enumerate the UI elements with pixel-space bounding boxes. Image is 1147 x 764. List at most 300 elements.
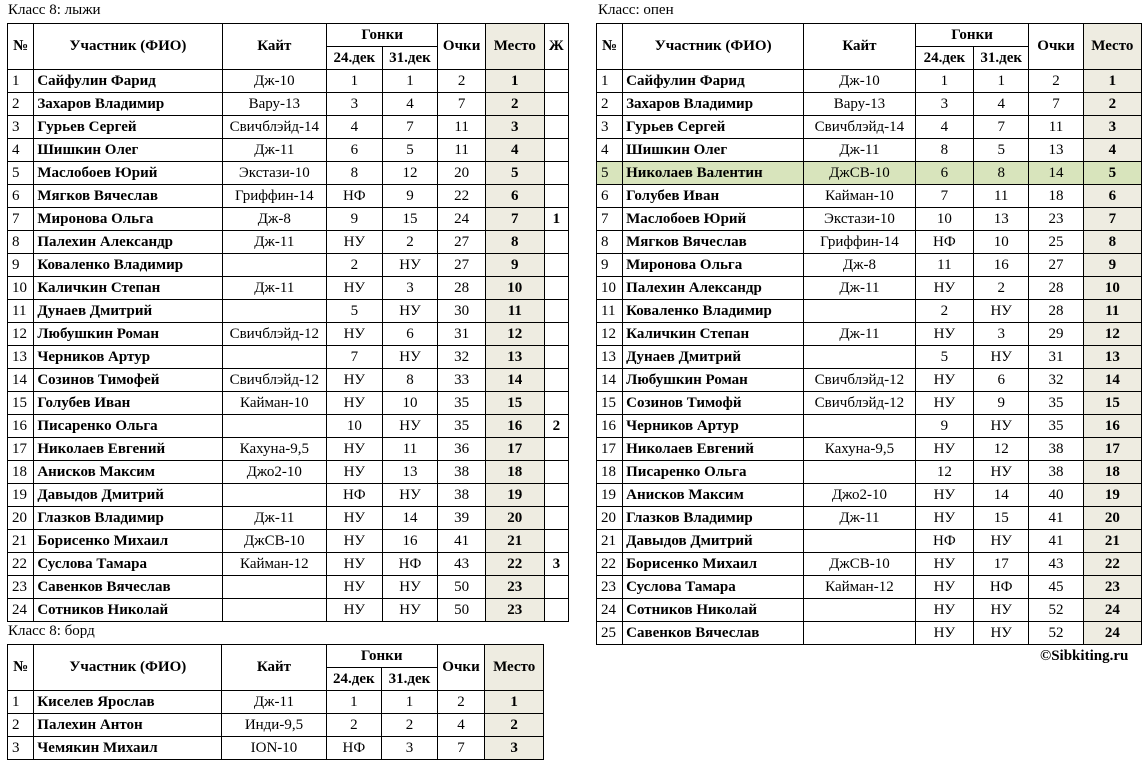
cell-num: 6 — [597, 185, 623, 208]
cell-race-2: 8 — [382, 369, 438, 392]
cell-num: 15 — [597, 392, 623, 415]
table-row — [8, 93, 569, 116]
cell-kite: Свичблэйд-12 — [222, 323, 326, 346]
cell-points: 13 — [1029, 139, 1083, 162]
table-row — [597, 70, 1142, 93]
cell-points: 35 — [1029, 415, 1083, 438]
copyright-credit: ©Sibkiting.ru — [1040, 648, 1129, 664]
cell-place: 23 — [1083, 576, 1141, 599]
cell-num: 3 — [8, 116, 34, 139]
cell-race-2: НФ — [382, 553, 438, 576]
cell-women: 3 — [544, 553, 568, 576]
cell-num: 25 — [597, 622, 623, 645]
cell-name: Николаев Евгений — [623, 438, 804, 461]
cell-name: Созинов Тимофей — [34, 369, 222, 392]
header-name: Участник (ФИО) — [623, 24, 804, 70]
cell-num: 5 — [597, 162, 623, 185]
cell-points: 38 — [1029, 438, 1083, 461]
cell-points: 39 — [438, 507, 486, 530]
cell-race-1: 8 — [915, 139, 973, 162]
cell-points: 38 — [1029, 461, 1083, 484]
cell-points: 52 — [1029, 599, 1083, 622]
cell-race-2: 1 — [382, 70, 438, 93]
header-races: Гонки — [915, 24, 1029, 47]
cell-name: Голубев Иван — [34, 392, 222, 415]
cell-num: 4 — [597, 139, 623, 162]
cell-race-2: НУ — [382, 415, 438, 438]
cell-points: 32 — [438, 346, 486, 369]
table-row — [8, 300, 569, 323]
cell-kite: Дж-11 — [222, 139, 326, 162]
cell-race-1: 1 — [326, 70, 382, 93]
cell-race-1: НФ — [326, 185, 382, 208]
cell-race-2: 3 — [974, 323, 1029, 346]
open-results-table — [596, 23, 1142, 645]
cell-place: 11 — [1083, 300, 1141, 323]
cell-race-2: 10 — [382, 392, 438, 415]
cell-race-2: 16 — [974, 254, 1029, 277]
table-row — [597, 484, 1142, 507]
cell-name: Борисенко Михаил — [34, 530, 222, 553]
table-row — [597, 369, 1142, 392]
cell-women — [544, 576, 568, 599]
cell-place: 19 — [1083, 484, 1141, 507]
table-row — [597, 231, 1142, 254]
cell-name: Давыдов Дмитрий — [623, 530, 804, 553]
cell-points: 28 — [1029, 300, 1083, 323]
cell-kite — [222, 300, 326, 323]
table-row — [8, 576, 569, 599]
cell-kite — [222, 254, 326, 277]
header-race-2: 31.дек — [974, 47, 1029, 70]
cell-place: 1 — [485, 691, 544, 714]
cell-name: Черников Артур — [34, 346, 222, 369]
table-row — [597, 208, 1142, 231]
cell-race-2: 5 — [974, 139, 1029, 162]
cell-kite: Кахуна-9,5 — [222, 438, 326, 461]
cell-name: Палехин Александр — [34, 231, 222, 254]
cell-points: 31 — [1029, 346, 1083, 369]
table-row — [8, 185, 569, 208]
table-row — [597, 553, 1142, 576]
cell-points: 45 — [1029, 576, 1083, 599]
cell-place: 20 — [485, 507, 544, 530]
cell-race-1: 8 — [326, 162, 382, 185]
cell-name: Борисенко Михаил — [623, 553, 804, 576]
header-kite: Кайт — [804, 24, 916, 70]
cell-race-1: НУ — [326, 323, 382, 346]
cell-race-1: 4 — [326, 116, 382, 139]
cell-points: 27 — [438, 231, 486, 254]
cell-num: 9 — [8, 254, 34, 277]
table-row — [8, 208, 569, 231]
cell-num: 2 — [8, 714, 34, 737]
cell-num: 7 — [597, 208, 623, 231]
cell-place: 6 — [1083, 185, 1141, 208]
cell-name: Любушкин Роман — [34, 323, 222, 346]
cell-place: 7 — [1083, 208, 1141, 231]
cell-name: Маслобоев Юрий — [34, 162, 222, 185]
cell-kite: Дж-11 — [222, 231, 326, 254]
table-row — [8, 461, 569, 484]
cell-women — [544, 185, 568, 208]
cell-points: 41 — [1029, 530, 1083, 553]
cell-women — [544, 599, 568, 622]
cell-points: 33 — [438, 369, 486, 392]
cell-kite: Кахуна-9,5 — [804, 438, 916, 461]
cell-num: 1 — [8, 691, 34, 714]
table-row — [8, 162, 569, 185]
cell-place: 3 — [485, 737, 544, 760]
cell-points: 28 — [1029, 277, 1083, 300]
cell-race-1: НУ — [915, 438, 973, 461]
cell-num: 2 — [8, 93, 34, 116]
open-caption: Класс: опен — [598, 2, 674, 18]
cell-name: Миронова Ольга — [34, 208, 222, 231]
header-race-1: 24.дек — [326, 668, 382, 691]
cell-kite: Экстази-10 — [222, 162, 326, 185]
cell-kite: Дж-11 — [222, 507, 326, 530]
header-women: Ж — [544, 24, 568, 70]
cell-kite: Дж-11 — [804, 323, 916, 346]
cell-num: 22 — [597, 553, 623, 576]
header-place: Место — [485, 645, 544, 691]
cell-points: 29 — [1029, 323, 1083, 346]
cell-race-2: 14 — [382, 507, 438, 530]
cell-num: 15 — [8, 392, 34, 415]
table-row — [8, 438, 569, 461]
cell-race-2: 5 — [382, 139, 438, 162]
cell-race-2: 6 — [382, 323, 438, 346]
cell-place: 15 — [1083, 392, 1141, 415]
cell-place: 12 — [485, 323, 544, 346]
table-row — [597, 162, 1142, 185]
cell-place: 3 — [1083, 116, 1141, 139]
cell-kite — [222, 346, 326, 369]
table-row — [597, 461, 1142, 484]
cell-points: 40 — [1029, 484, 1083, 507]
table-row — [8, 530, 569, 553]
cell-name: Киселев Ярослав — [34, 691, 222, 714]
cell-num: 21 — [597, 530, 623, 553]
cell-points: 2 — [437, 691, 485, 714]
cell-name: Суслова Тамара — [623, 576, 804, 599]
cell-name: Мягков Вячеслав — [623, 231, 804, 254]
cell-points: 35 — [1029, 392, 1083, 415]
cell-place: 10 — [485, 277, 544, 300]
cell-num: 17 — [8, 438, 34, 461]
cell-kite: Инди-9,5 — [222, 714, 326, 737]
cell-race-1: 7 — [915, 185, 973, 208]
cell-race-2: 7 — [382, 116, 438, 139]
table-row — [597, 507, 1142, 530]
cell-num: 9 — [597, 254, 623, 277]
board-results-table — [7, 644, 544, 760]
cell-name: Захаров Владимир — [623, 93, 804, 116]
cell-race-2: НУ — [974, 599, 1029, 622]
cell-kite: Дж-10 — [804, 70, 916, 93]
cell-name: Сотников Николай — [34, 599, 222, 622]
cell-place: 11 — [485, 300, 544, 323]
cell-num: 4 — [8, 139, 34, 162]
cell-race-1: НУ — [326, 461, 382, 484]
cell-place: 9 — [485, 254, 544, 277]
cell-num: 24 — [8, 599, 34, 622]
cell-kite: Свичблэйд-14 — [222, 116, 326, 139]
cell-women — [544, 369, 568, 392]
cell-place: 16 — [485, 415, 544, 438]
cell-place: 6 — [485, 185, 544, 208]
cell-race-1: 6 — [915, 162, 973, 185]
cell-race-1: НФ — [326, 484, 382, 507]
cell-name: Каличкин Степан — [623, 323, 804, 346]
cell-race-2: 3 — [382, 737, 438, 760]
cell-race-1: НФ — [915, 530, 973, 553]
table-row — [8, 599, 569, 622]
cell-women — [544, 530, 568, 553]
cell-points: 22 — [438, 185, 486, 208]
cell-place: 8 — [1083, 231, 1141, 254]
cell-kite — [804, 530, 916, 553]
cell-points: 11 — [438, 116, 486, 139]
header-place: Место — [485, 24, 544, 70]
cell-place: 2 — [485, 714, 544, 737]
cell-points: 7 — [1029, 93, 1083, 116]
cell-kite — [804, 599, 916, 622]
cell-place: 21 — [485, 530, 544, 553]
cell-name: Савенков Вячеслав — [34, 576, 222, 599]
header-num: № — [597, 24, 623, 70]
header-kite: Кайт — [222, 24, 326, 70]
cell-num: 11 — [597, 300, 623, 323]
cell-name: Савенков Вячеслав — [623, 622, 804, 645]
cell-points: 35 — [438, 392, 486, 415]
cell-kite: Дж-11 — [804, 139, 916, 162]
cell-place: 4 — [485, 139, 544, 162]
cell-race-1: 2 — [915, 300, 973, 323]
cell-race-1: 4 — [915, 116, 973, 139]
cell-women — [544, 162, 568, 185]
cell-race-2: НУ — [974, 300, 1029, 323]
board-caption: Класс 8: борд — [8, 623, 95, 639]
table-row — [8, 691, 544, 714]
table-row — [8, 415, 569, 438]
table-row — [597, 254, 1142, 277]
cell-women — [544, 507, 568, 530]
cell-race-1: НУ — [915, 599, 973, 622]
cell-points: 11 — [438, 139, 486, 162]
cell-num: 6 — [8, 185, 34, 208]
cell-race-1: 2 — [326, 254, 382, 277]
cell-num: 3 — [597, 116, 623, 139]
cell-kite: Джо2-10 — [222, 461, 326, 484]
cell-name: Любушкин Роман — [623, 369, 804, 392]
cell-women — [544, 323, 568, 346]
cell-kite: Дж-10 — [222, 70, 326, 93]
header-num: № — [8, 645, 34, 691]
cell-race-2: 11 — [974, 185, 1029, 208]
cell-place: 19 — [485, 484, 544, 507]
cell-kite: ДжСВ-10 — [222, 530, 326, 553]
cell-num: 13 — [8, 346, 34, 369]
cell-women: 1 — [544, 208, 568, 231]
cell-kite — [804, 461, 916, 484]
cell-points: 28 — [438, 277, 486, 300]
cell-points: 36 — [438, 438, 486, 461]
cell-women — [544, 277, 568, 300]
header-races: Гонки — [326, 645, 437, 668]
cell-kite — [222, 415, 326, 438]
cell-points: 41 — [1029, 507, 1083, 530]
cell-points: 18 — [1029, 185, 1083, 208]
header-place: Место — [1083, 24, 1141, 70]
cell-race-2: 17 — [974, 553, 1029, 576]
table-row — [597, 323, 1142, 346]
cell-num: 14 — [597, 369, 623, 392]
cell-women — [544, 461, 568, 484]
cell-race-1: НУ — [326, 369, 382, 392]
cell-place: 10 — [1083, 277, 1141, 300]
cell-race-1: НУ — [326, 231, 382, 254]
cell-kite: Свичблэйд-12 — [804, 369, 916, 392]
table-row — [597, 576, 1142, 599]
header-points: Очки — [437, 645, 485, 691]
cell-kite: Кайман-12 — [804, 576, 916, 599]
cell-num: 19 — [8, 484, 34, 507]
cell-kite — [804, 300, 916, 323]
header-name: Участник (ФИО) — [34, 645, 222, 691]
cell-race-2: 4 — [382, 93, 438, 116]
cell-women — [544, 231, 568, 254]
cell-points: 23 — [1029, 208, 1083, 231]
cell-name: Сайфулин Фарид — [623, 70, 804, 93]
cell-num: 12 — [8, 323, 34, 346]
cell-place: 1 — [1083, 70, 1141, 93]
cell-points: 30 — [438, 300, 486, 323]
cell-name: Чемякин Михаил — [34, 737, 222, 760]
cell-num: 19 — [597, 484, 623, 507]
cell-points: 43 — [438, 553, 486, 576]
cell-race-1: 3 — [326, 93, 382, 116]
cell-points: 2 — [1029, 70, 1083, 93]
cell-kite: Дж-11 — [804, 507, 916, 530]
cell-name: Сайфулин Фарид — [34, 70, 222, 93]
cell-kite: Дж-11 — [804, 277, 916, 300]
cell-place: 24 — [1083, 622, 1141, 645]
cell-place: 23 — [485, 576, 544, 599]
cell-name: Суслова Тамара — [34, 553, 222, 576]
header-race-1: 24.дек — [915, 47, 973, 70]
cell-kite: Джо2-10 — [804, 484, 916, 507]
cell-points: 31 — [438, 323, 486, 346]
cell-kite — [804, 622, 916, 645]
cell-place: 9 — [1083, 254, 1141, 277]
cell-points: 50 — [438, 599, 486, 622]
cell-race-2: НУ — [382, 599, 438, 622]
header-race-2: 31.дек — [382, 668, 438, 691]
cell-kite: Кайман-10 — [804, 185, 916, 208]
cell-women — [544, 139, 568, 162]
cell-num: 1 — [8, 70, 34, 93]
cell-kite: ДжСВ-10 — [804, 162, 916, 185]
cell-num: 23 — [597, 576, 623, 599]
cell-kite: Дж-11 — [222, 691, 326, 714]
cell-race-1: 5 — [915, 346, 973, 369]
table-row — [597, 392, 1142, 415]
cell-name: Захаров Владимир — [34, 93, 222, 116]
cell-num: 2 — [597, 93, 623, 116]
cell-kite: Свичблэйд-14 — [804, 116, 916, 139]
cell-race-1: НУ — [326, 530, 382, 553]
ski-caption: Класс 8: лыжи — [8, 2, 101, 18]
cell-race-1: НУ — [915, 553, 973, 576]
cell-race-2: 8 — [974, 162, 1029, 185]
cell-kite: Гриффин-14 — [222, 185, 326, 208]
cell-race-1: НФ — [915, 231, 973, 254]
cell-points: 52 — [1029, 622, 1083, 645]
cell-race-2: 3 — [382, 277, 438, 300]
cell-num: 16 — [8, 415, 34, 438]
cell-points: 27 — [1029, 254, 1083, 277]
cell-name: Мягков Вячеслав — [34, 185, 222, 208]
cell-points: 14 — [1029, 162, 1083, 185]
cell-place: 17 — [1083, 438, 1141, 461]
cell-place: 21 — [1083, 530, 1141, 553]
cell-women — [544, 484, 568, 507]
cell-race-1: 1 — [326, 691, 382, 714]
cell-race-1: 9 — [326, 208, 382, 231]
cell-num: 8 — [8, 231, 34, 254]
cell-place: 12 — [1083, 323, 1141, 346]
cell-points: 7 — [438, 93, 486, 116]
cell-women — [544, 438, 568, 461]
table-row — [8, 70, 569, 93]
cell-name: Глазков Владимир — [623, 507, 804, 530]
cell-points: 38 — [438, 461, 486, 484]
cell-kite: Дж-11 — [222, 277, 326, 300]
cell-kite: ДжСВ-10 — [804, 553, 916, 576]
cell-name: Писаренко Ольга — [34, 415, 222, 438]
cell-race-1: НУ — [326, 553, 382, 576]
cell-num: 20 — [8, 507, 34, 530]
cell-place: 18 — [485, 461, 544, 484]
cell-points: 24 — [438, 208, 486, 231]
table-row — [597, 438, 1142, 461]
open-table-body — [597, 70, 1142, 645]
cell-women — [544, 70, 568, 93]
cell-kite — [804, 415, 916, 438]
cell-race-1: 3 — [915, 93, 973, 116]
cell-name: Черников Артур — [623, 415, 804, 438]
header-race-1: 24.дек — [326, 47, 382, 70]
cell-place: 2 — [485, 93, 544, 116]
cell-race-1: 12 — [915, 461, 973, 484]
cell-kite: Кайман-10 — [222, 392, 326, 415]
cell-race-2: НФ — [974, 576, 1029, 599]
header-num: № — [8, 24, 34, 70]
cell-name: Палехин Александр — [623, 277, 804, 300]
cell-name: Каличкин Степан — [34, 277, 222, 300]
cell-race-1: НУ — [326, 576, 382, 599]
ski-results-table — [7, 23, 569, 622]
cell-race-2: 13 — [382, 461, 438, 484]
cell-num: 1 — [597, 70, 623, 93]
cell-race-1: НУ — [326, 277, 382, 300]
cell-race-1: НУ — [326, 392, 382, 415]
cell-name: Николаев Евгений — [34, 438, 222, 461]
cell-place: 15 — [485, 392, 544, 415]
cell-points: 4 — [437, 714, 485, 737]
